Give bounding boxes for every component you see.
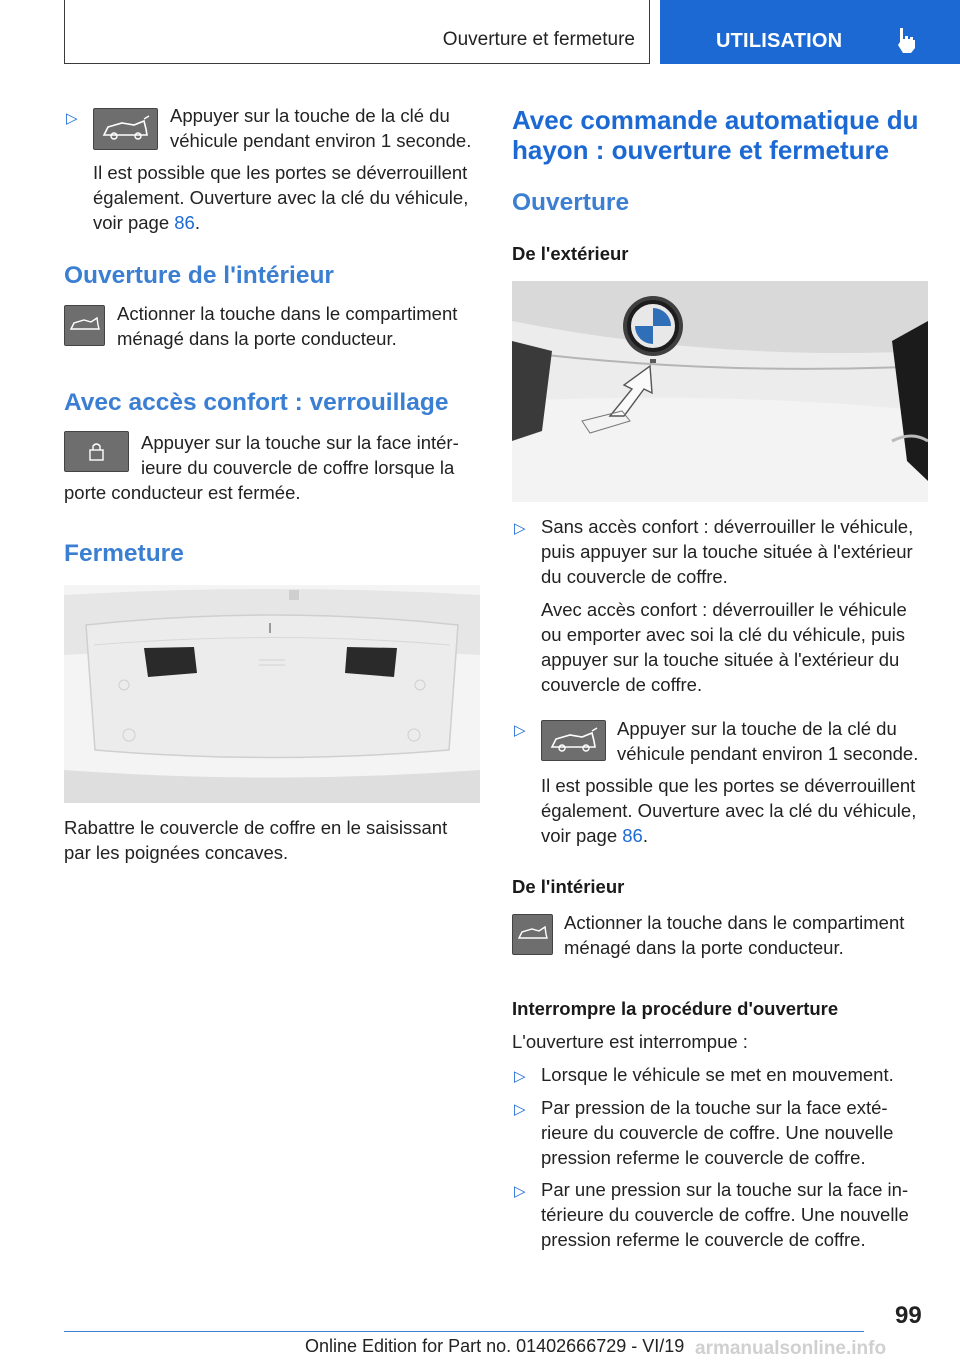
confort-text-line3: porte conducteur est fermée. [64,482,301,503]
sub-interieur: De l'intérieur [512,876,625,897]
interrompre-bullet3-line3: pression referme le couvercle de coffre. [541,1229,866,1250]
tailgate-button-icon [512,914,553,955]
car-key-tailgate-icon [541,720,606,761]
item1-text-line2: véhicule pendant environ 1 seconde. [170,130,472,151]
right-interieur-line1: Actionner la touche dans le compartiment [564,912,905,933]
interrompre-intro: L'ouverture est interrompue : [512,1031,748,1052]
interieur-text-line2: ménagé dans la porte conducteur. [117,328,397,349]
footer-edition: Online Edition for Part no. 01402666729 - VI/19 [305,1336,685,1356]
page-link[interactable]: 86 [622,825,643,846]
bullet1-cont-line1: Avec accès confort : déverrouiller le véhicule [541,599,907,620]
trunk-exterior-button-photo [512,281,928,502]
item1-text-line1: Appuyer sur la touche de la clé du [170,105,450,126]
page-number: 99 [895,1302,922,1329]
fermeture-text-line2: par les poignées concaves. [64,842,289,863]
bullet1-line2: puis appuyer sur la touche située à l'extérieur [541,541,913,562]
bullet1-line1: Sans accès confort : déverrouiller le véhicule, [541,516,914,537]
item2-text-line1: Appuyer sur la touche de la clé du [617,718,897,739]
footer-divider [64,1331,864,1332]
item2-para-line2: également. Ouverture avec la clé du véhicule, [541,800,917,821]
sub-exterieur: De l'extérieur [512,243,629,264]
header-section-box [64,0,650,64]
item1-para-line1: Il est possible que les portes se déverrouillent [93,162,468,183]
bullet1-line3: du couvercle de coffre. [541,566,728,587]
interrompre-bullet2-line2: rieure du couvercle de coffre. Une nouvelle [541,1122,894,1143]
lock-button-icon [64,431,129,472]
item1-para-line3: voir page 86. [93,212,200,233]
interrompre-bullet2-line3: pression referme le couvercle de coffre. [541,1147,866,1168]
list-bullet: ▷ [66,110,78,127]
item2-para-line3: voir page 86. [541,825,648,846]
heading-acces-confort: Avec accès confort : verrouillage [64,389,449,416]
heading-fermeture: Fermeture [64,540,184,567]
tailgate-button-icon [64,305,105,346]
list-bullet: ▷ [514,1183,526,1200]
interieur-text-line1: Actionner la touche dans le compartiment [117,303,458,324]
bullet1-cont-line3: appuyer sur la touche située à l'extérieur du [541,649,900,670]
list-bullet: ▷ [514,1068,526,1085]
right-interieur-line2: ménagé dans la porte conducteur. [564,937,844,958]
confort-text-line2: ieure du couvercle de coffre lorsque la [141,457,455,478]
chapter-tab-label: UTILISATION [716,30,843,52]
item2-para-line1: Il est possible que les portes se déverrouillent [541,775,916,796]
trunk-lid-interior-photo [64,585,480,803]
item1-para-line2: également. Ouverture avec la clé du véhicule, [93,187,469,208]
page-link[interactable]: 86 [174,212,195,233]
bullet1-cont-line4: couvercle de coffre. [541,674,703,695]
car-key-tailgate-icon [93,108,158,150]
list-bullet: ▷ [514,1101,526,1118]
hand-pointer-icon [896,26,918,54]
list-bullet: ▷ [514,722,526,739]
heading-ouverture-interieur: Ouverture de l'intérieur [64,262,334,289]
item2-text-line2: véhicule pendant environ 1 seconde. [617,743,919,764]
heading-ouverture: Ouverture [512,189,630,216]
interrompre-bullet2-line1: Par pression de la touche sur la face exté‐ [541,1097,888,1118]
confort-text-line1: Appuyer sur la touche sur la face intér‐ [141,432,459,453]
chapter-tab[interactable] [660,0,960,64]
main-heading-line2: hayon : ouverture et fermeture [512,135,890,165]
interrompre-bullet1-line1: Lorsque le véhicule se met en mouvement. [541,1064,894,1085]
main-heading-line1: Avec commande automatique du [512,105,919,135]
watermark: armanualsonline.info [695,1338,887,1359]
section-title: Ouverture et fermeture [442,29,635,50]
sub-interrompre: Interrompre la procédure d'ouverture [512,998,839,1019]
bullet1-cont-line2: ou emporter avec soi la clé du véhicule, puis [541,624,906,645]
interrompre-bullet3-line1: Par une pression sur la touche sur la face in‐ [541,1179,909,1200]
list-bullet: ▷ [514,520,526,537]
interrompre-bullet3-line2: térieure du couvercle de coffre. Une nouvelle [541,1204,909,1225]
fermeture-text-line1: Rabattre le couvercle de coffre en le saisissant [64,817,448,838]
